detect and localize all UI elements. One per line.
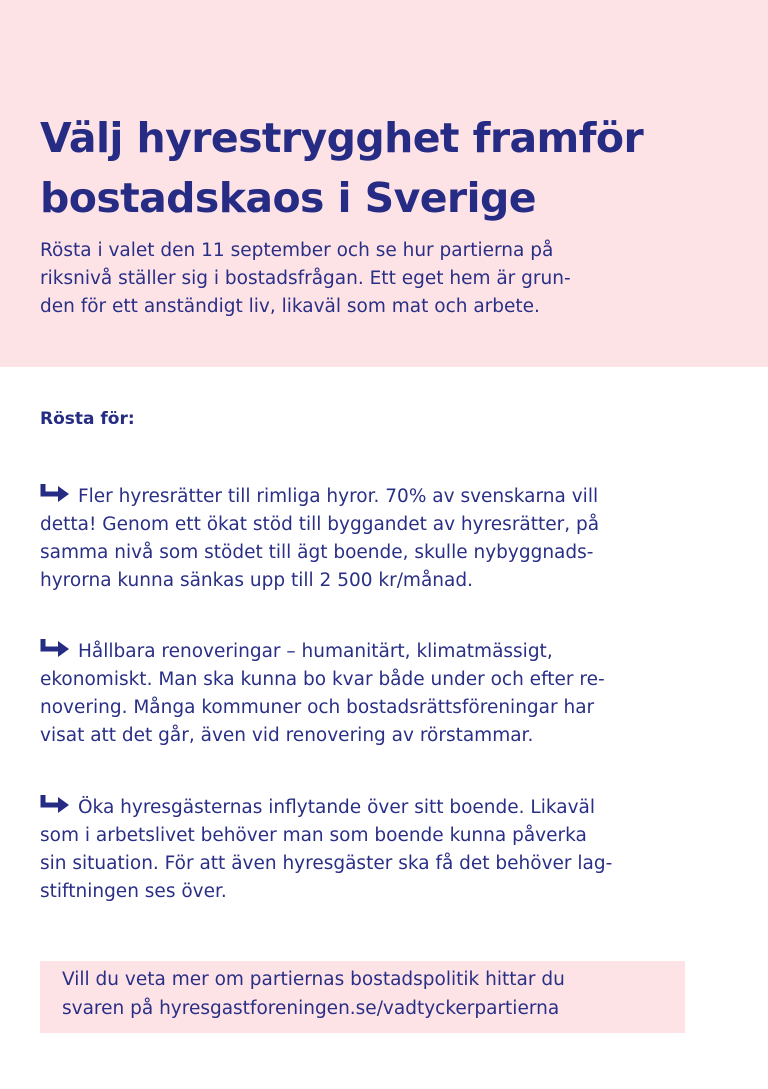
vote-item-line: samma nivå som stödet till ägt boende, skulle nybyggnads-: [40, 542, 594, 563]
vote-item-text: [40, 794, 740, 906]
vote-item-text: [40, 483, 740, 595]
vote-item-line: visat att det går, även vid renovering av rörstammar.: [40, 725, 534, 746]
lead-line: riksnivå ställer sig i bostadsfrågan. Ett eget hem är grun-: [40, 268, 571, 289]
vote-item-line: Fler hyresrätter till rimliga hyror. 70% av svenskarna vill: [40, 483, 740, 511]
vote-item-line: Öka hyresgästernas inflytande över sitt boende. Likaväl: [40, 794, 740, 822]
info-line: Vill du veta mer om partiernas bostadspolitik hittar du: [62, 969, 565, 990]
vote-item-line: sin situation. För att även hyresgäster ska få det behöver lag-: [40, 853, 613, 874]
info-link-line[interactable]: svaren på hyresgastforeningen.se/vadtyckerpartierna: [62, 998, 560, 1019]
info-text: [62, 965, 565, 1023]
page-title: [40, 108, 740, 228]
lead-line: Rösta i valet den 11 september och se hur partierna på: [40, 240, 554, 261]
vote-item: [40, 483, 740, 595]
vote-item-line: detta! Genom ett ökat stöd till byggandet av hyresrätter, på: [40, 514, 600, 535]
vote-item-line: Hållbara renoveringar – humanitärt, klimatmässigt,: [40, 638, 740, 666]
arrow-turn-right-icon: [40, 638, 72, 660]
vote-item-line: hyrorna kunna sänkas upp till 2 500 kr/månad.: [40, 570, 473, 591]
info-box: [40, 961, 685, 1033]
arrow-turn-right-icon: [40, 794, 72, 816]
vote-item-line: ekonomiskt. Man ska kunna bo kvar både under och efter re-: [40, 669, 605, 690]
vote-item-line: novering. Många kommuner och bostadsrättsföreningar har: [40, 697, 595, 718]
hero-banner: [0, 0, 768, 367]
lead-line: den för ett anständigt liv, likaväl som mat och arbete.: [40, 296, 540, 317]
vote-item-line: stiftningen ses över.: [40, 881, 227, 902]
title-line: bostadskaos i Sverige: [40, 174, 536, 222]
lead-paragraph: [40, 237, 740, 321]
vote-item-text: [40, 638, 740, 750]
vote-item: [40, 638, 740, 750]
arrow-turn-right-icon: [40, 483, 72, 505]
title-line: Välj hyrestrygghet framför: [40, 114, 644, 162]
vote-item: [40, 794, 740, 906]
vote-item-line: som i arbetslivet behöver man som boende kunna påverka: [40, 825, 587, 846]
vote-heading: Rösta för:: [40, 409, 135, 429]
